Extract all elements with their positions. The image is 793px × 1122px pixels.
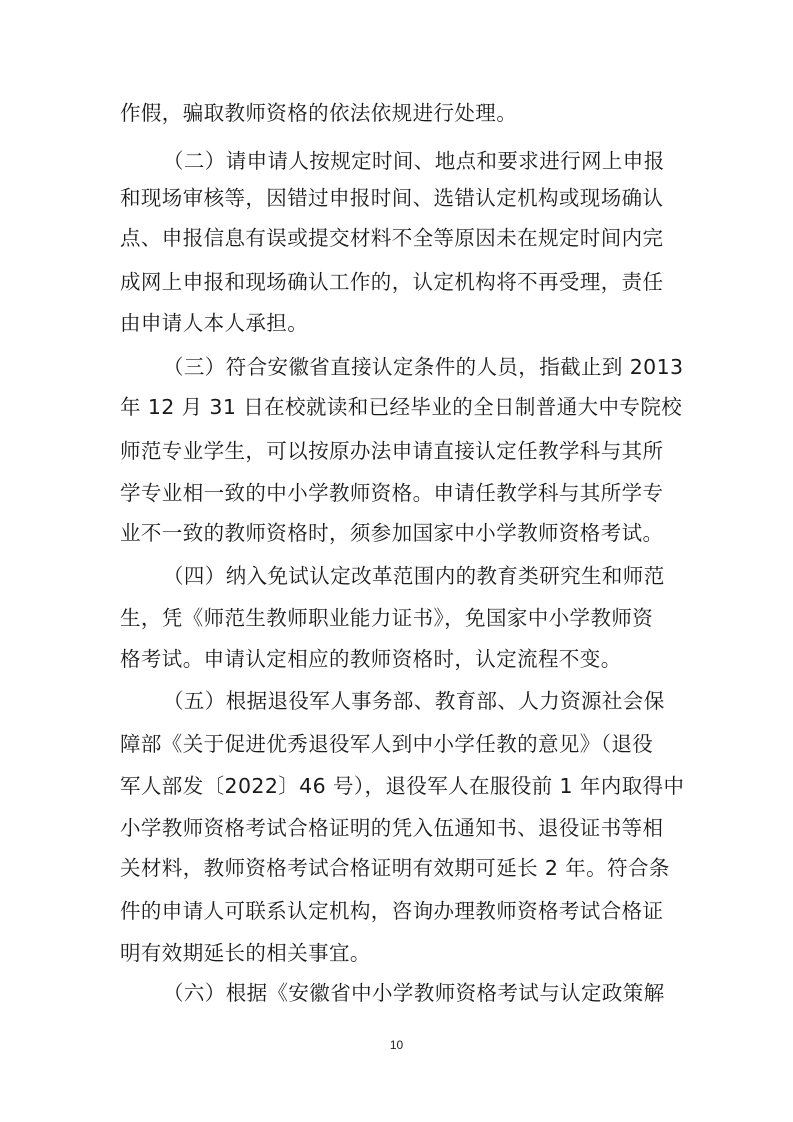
page-number: 10 — [389, 1038, 404, 1052]
text-line: 和现场审核等，因错过申报时间、选错认定机构或现场确认 — [120, 186, 664, 210]
text-line: 作假，骗取教师资格的依法依规进行处理。 — [120, 101, 518, 125]
text-line: 小学教师资格考试合格证明的凭入伍通知书、退役证书等相 — [120, 816, 664, 840]
text-line: 点、申报信息有误或提交材料不全等原因未在规定时间内完 — [120, 226, 664, 250]
text-line: 生，凭《师范生教师职业能力证书》，免国家中小学教师资 — [120, 606, 654, 630]
text-line: 学专业相一致的中小学教师资格。申请任教学科与其所学专 — [120, 481, 664, 505]
text-line: 军人部发〔2022〕46 号），退役军人在服役前 1 年内取得中 — [120, 774, 685, 798]
text-line: 件的申请人可联系认定机构，咨询办理教师资格考试合格证 — [120, 899, 664, 923]
text-line: 明有效期延长的相关事宜。 — [120, 941, 371, 965]
paragraph-first-line: （三）符合安徽省直接认定条件的人员，指截止到 2013 — [163, 355, 684, 379]
text-line: 成网上申报和现场确认工作的，认定机构将不再受理，责任 — [120, 270, 664, 294]
text-line: 年 12 月 31 日在校就读和已经毕业的全日制普通大中专院校 — [120, 395, 683, 419]
paragraph-first-line: （二）请申请人按规定时间、地点和要求进行网上申报 — [163, 149, 665, 173]
text-line: 业不一致的教师资格时，须参加国家中小学教师资格考试。 — [120, 521, 664, 545]
text-line: 由申请人本人承担。 — [120, 311, 309, 335]
paragraph-first-line: （五）根据退役军人事务部、教育部、人力资源社会保 — [163, 689, 665, 713]
text-line: 师范专业学生，可以按原办法申请直接认定任教学科与其所 — [120, 439, 664, 463]
text-line: 障部《关于促进优秀退役军人到中小学任教的意见》（退役 — [120, 732, 654, 756]
text-line: 格考试。申请认定相应的教师资格时，认定流程不变。 — [120, 647, 622, 671]
text-line: 关材料，教师资格考试合格证明有效期可延长 2 年。符合条 — [120, 856, 670, 880]
paragraph-first-line: （四）纳入免试认定改革范围内的教育类研究生和师范 — [163, 564, 665, 588]
paragraph-first-line: （六）根据《安徽省中小学教师资格考试与认定政策解 — [163, 981, 665, 1005]
